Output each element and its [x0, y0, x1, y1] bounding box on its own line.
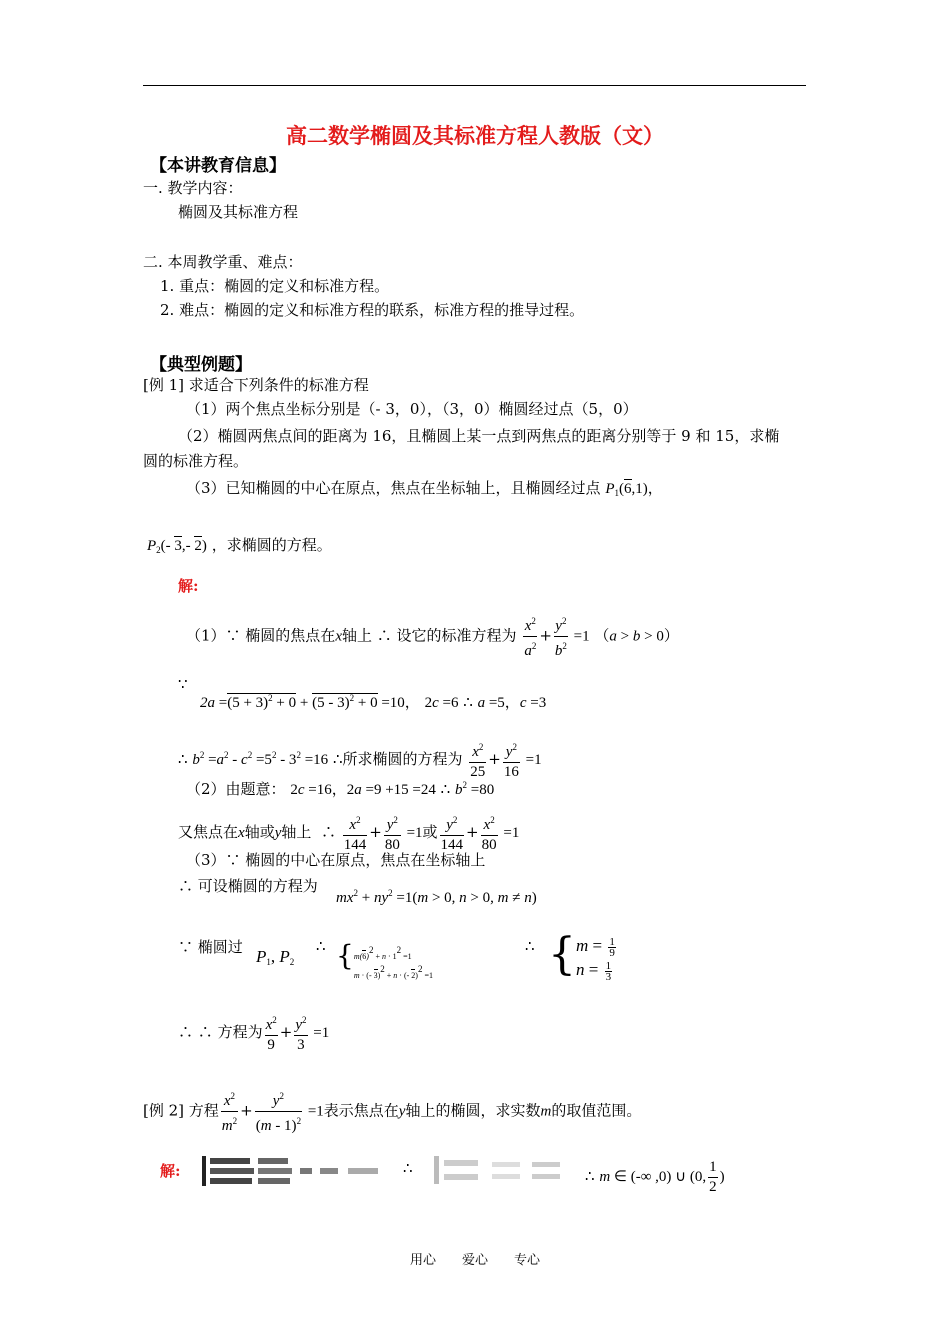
point-p1: $P_1(6,1)$	[605, 481, 648, 498]
paren-open: （	[594, 626, 610, 645]
ex1-q3-tail: ，求椭圆的方程。	[211, 536, 332, 554]
ex1-q3-text: （3）已知椭圆的中心在原点，焦点在坐标轴上，且椭圆经过点	[186, 479, 601, 497]
sol1-text-b: 轴上 ∴ 设它的标准方程为	[341, 626, 517, 645]
ex1-q1: （1）两个焦点坐标分别是（- 3，0），（3，0）椭圆经过点（5，0）	[186, 400, 638, 418]
blurred-formula-image	[432, 1154, 567, 1186]
ex1-q2-line1: （2）椭圆两焦点间的距离为 16，且椭圆上某一点到两焦点的距离分别等于 9 和 15，求椭	[178, 427, 780, 445]
point-p2: $P_2(-$ 3,- 2)	[147, 538, 207, 555]
sol2-foci-line: 又焦点在x轴或y轴上 ∴ $\frac{x^2}{144}$ + $\frac{y^2}{80}$ =1或 $\frac{y^2}{144}$ + $\frac{x^2}{80}$ =1	[178, 811, 519, 855]
sol3-text-d: ∴ 方程为	[197, 1023, 263, 1041]
ex2-text-b: 表示焦点在	[323, 1101, 399, 1120]
fraction-y2-16: $\frac{y^2}{16}$	[503, 738, 520, 782]
therefore-symbol: ∴	[320, 823, 336, 841]
sol3-text-c: ∵ 椭圆过	[178, 938, 243, 956]
therefore-symbol: ∴	[403, 1159, 413, 1177]
ex1-q3-p2	[147, 535, 332, 560]
ex1-label: [例 1] 求适合下列条件的标准方程	[143, 376, 369, 394]
fraction-x2-80: $\frac{x^2}{80}$	[481, 811, 498, 855]
points-p1-p2: $P_1$, $P_2$	[256, 947, 295, 967]
blurred-formula-image	[200, 1154, 390, 1188]
ex2-text-c: 轴上的椭圆，求实数	[405, 1101, 541, 1120]
sol1-b2-line: ∴ $b^2 =a^2 - c^2 =5^2 - 3^2 =16$ ∴所求椭圆的方程为 $\frac{x^2}{25}$ + $\frac{y^2}{16}$ =1	[178, 738, 542, 782]
ex2-line: [例 2] 方程 $\frac{x^2}{m^2}$ + $\frac{y^2}{(m - 1)^2}$ =1表示焦点在y轴上的椭圆，求实数m的取值范围。	[143, 1087, 641, 1136]
sol1-result-text: 所求椭圆的方程为	[342, 750, 463, 768]
solution-system: { m = $\frac{1}{9}$ n = $\frac{1}{3}$	[548, 929, 615, 983]
blurred-system-1	[200, 1154, 390, 1192]
fraction-y2-3: $\frac{y^2}{3}$	[294, 1011, 307, 1055]
sol3-result: ∴ ∴ 方程为 $\frac{x^2}{9}$ + $\frac{y^2}{3}$ =1	[178, 1011, 329, 1055]
sol2-text-d: 轴上	[281, 823, 312, 841]
fraction-x2-25: $\frac{x^2}{25}$	[469, 738, 486, 782]
focus-2: 2. 难点：椭圆的定义和标准方程的联系，标准方程的推导过程。	[160, 301, 585, 319]
focus-label: 二. 本周教学重、难点：	[143, 253, 303, 271]
sol3-line-c	[178, 937, 243, 957]
ex2-solution-label: 解:	[160, 1162, 181, 1180]
sol1-text-a: （1）∵ 椭圆的焦点在	[186, 626, 336, 645]
fraction-y2-144: $\frac{y^2}{144}$	[440, 811, 465, 855]
therefore-symbol: ∴	[440, 780, 451, 798]
because-symbol: ∵	[178, 675, 188, 693]
ex2-text-a: [例 2] 方程	[143, 1101, 219, 1120]
header-rule	[143, 85, 806, 86]
sol2-line: （2）由题意： 2c =16，2a =9 +15 =24 ∴ $b^2 =80$	[186, 780, 495, 798]
therefore-symbol: ∴	[463, 693, 473, 711]
therefore-symbol: ∴	[316, 937, 326, 955]
content-label: 一. 教学内容：	[143, 179, 243, 197]
sol2-text-c: 轴或	[244, 823, 275, 841]
paren-close: ）	[663, 626, 679, 645]
fraction-y2-80: $\frac{y^2}{80}$	[384, 811, 401, 855]
system-of-equations: { $m(6)^2 + n \cdot 1^2 =1$ m · (- 3)$^2$ + n · (- 2)$^2$ =1	[336, 939, 433, 980]
therefore-symbol: ∴	[585, 1166, 595, 1185]
content-text: 椭圆及其标准方程	[178, 203, 299, 221]
ex1-q2-line2: 圆的标准方程。	[143, 452, 249, 470]
or-text: 或	[422, 823, 438, 841]
sol3-line-b: ∴ 可设椭圆的方程为	[178, 877, 318, 895]
fraction-x2-a2: $\frac{x^2}{a^2}$	[523, 612, 537, 661]
therefore-symbol: ∴	[178, 750, 188, 768]
therefore-symbol: ∴	[332, 750, 343, 768]
page-title: 高二数学椭圆及其标准方程人教版（文）	[286, 124, 664, 148]
sol2-text-a: （2）由题意：	[186, 780, 286, 798]
therefore-symbol: ∴	[525, 937, 535, 955]
sol1-line: （1）∵ 椭圆的焦点在x轴上 ∴ 设它的标准方程为 $\frac{x^2}{a^2}$ + $\frac{y^2}{b^2}$ =1 （a > b > 0）	[186, 612, 679, 661]
focus-1: 1. 重点：椭圆的定义和标准方程。	[160, 277, 390, 295]
examples-heading: 【典型例题】	[150, 355, 252, 375]
ex2-text-d: 的取值范围。	[551, 1101, 642, 1120]
fraction-1-2: $\frac{1}{2}$	[709, 1159, 717, 1195]
fraction-y2-m-1: $\frac{y^2}{(m - 1)^2}$	[255, 1087, 302, 1136]
info-heading: 【本讲教育信息】	[150, 156, 286, 176]
therefore-symbol: ∴	[178, 1023, 194, 1041]
general-equation: $mx^2 + ny^2 =1(m > 0$, n > 0, m ≠ n)	[336, 888, 537, 906]
fraction-x2-9: $\frac{x^2}{9}$	[265, 1011, 278, 1055]
blurred-system-2	[432, 1154, 567, 1190]
sol1-2a-line: $2a =(5 + 3)^2 + 0 + (5 - 3)^2 + 0 =10$， 2c =6 ∴ a =5，c =3	[200, 693, 547, 711]
sol2-text-b: 又焦点在	[178, 823, 239, 841]
ex2-result: ∴ m ∈ (-∞ ,0) ∪ (0, $\frac{1}{2}$ )	[585, 1159, 725, 1195]
ex1-q3: （3）已知椭圆的中心在原点，焦点在坐标轴上，且椭圆经过点 $P_1(6,1)$，	[186, 479, 663, 498]
page-footer: 用心 爱心 专心	[409, 1253, 540, 1268]
sol3-line-a: （3）∵ 椭圆的中心在原点，焦点在坐标轴上	[186, 851, 486, 869]
fraction-x2-m2: $\frac{x^2}{m^2}$	[221, 1087, 238, 1136]
fraction-x2-144: $\frac{x^2}{144}$	[343, 811, 368, 855]
ex1-solution-label: 解:	[178, 577, 199, 595]
fraction-y2-b2: $\frac{y^2}{b^2}$	[554, 612, 568, 661]
